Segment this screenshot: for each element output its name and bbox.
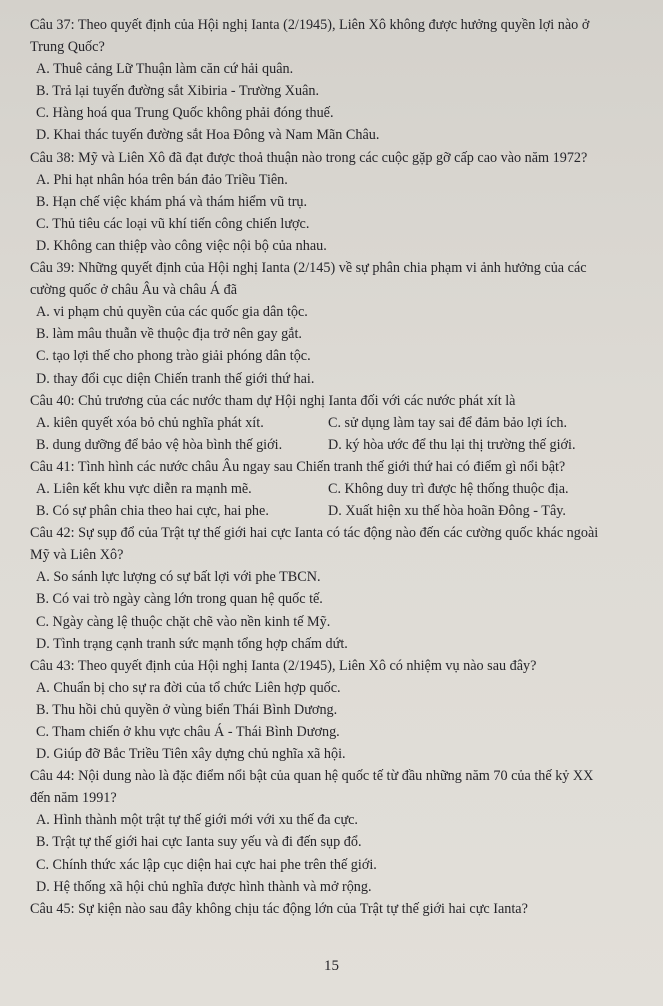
question-42 <box>30 522 637 655</box>
option-d: D. Giúp đỡ Bắc Triều Tiên xây dựng chủ nghĩa xã hội. <box>36 746 346 763</box>
question-39 <box>30 257 637 390</box>
option-d: D. Không can thiệp vào công việc nội bộ của nhau. <box>36 237 327 254</box>
option-c: C. Thủ tiêu các loại vũ khí tiến công chiến lược. <box>36 215 310 232</box>
option-d: D. Xuất hiện xu thế hòa hoãn Đông - Tây. <box>328 503 566 520</box>
question-41-stem: Câu 41: Tình hình các nước châu Âu ngay sau Chiến tranh thế giới thứ hai có điểm gì nổi bật? <box>30 458 566 475</box>
option-d: D. Tình trạng cạnh tranh sức mạnh tổng hợp chấm dứt. <box>36 635 348 652</box>
option-c: C. sử dụng làm tay sai để đảm bảo lợi ích. <box>328 414 567 431</box>
question-42-stem: Câu 42: Sự sụp đổ của Trật tự thế giới hai cực Ianta có tác động nào đến các cường quốc khác ngoài <box>30 525 599 542</box>
options-row <box>30 412 637 434</box>
option-c: C. Không duy trì được hệ thống thuộc địa. <box>328 480 569 497</box>
question-39-stem: Câu 39: Những quyết định của Hội nghị Ianta (2/145) về sự phân chia phạm vi ảnh hưởng của các <box>30 260 587 277</box>
option-a: A. So sánh lực lượng có sự bất lợi với phe TBCN. <box>36 569 321 586</box>
option-a: A. Chuẩn bị cho sự ra đời của tổ chức Liên hợp quốc. <box>36 679 341 696</box>
option-a: A. Phi hạt nhân hóa trên bán đảo Triều Tiên. <box>36 171 288 188</box>
option-c: C. Chính thức xác lập cục diện hai cực hai phe trên thế giới. <box>36 856 377 873</box>
option-b: B. Có sự phân chia theo hai cực, hai phe. <box>36 503 269 520</box>
question-44-stem-cont: đến năm 1991? <box>30 790 117 807</box>
option-d: D. Khai thác tuyến đường sắt Hoa Đông và Nam Mãn Châu. <box>36 127 380 144</box>
options-row <box>30 434 637 456</box>
question-45 <box>30 898 637 920</box>
question-43-stem: Câu 43: Theo quyết định của Hội nghị Ianta (2/1945), Liên Xô có nhiệm vụ nào sau đây? <box>30 657 537 674</box>
question-38-stem: Câu 38: Mỹ và Liên Xô đã đạt được thoả thuận nào trong các cuộc gặp gỡ cấp cao vào năm 1972? <box>30 149 588 166</box>
question-38 <box>30 147 637 257</box>
question-43 <box>30 655 637 765</box>
question-44 <box>30 765 637 898</box>
option-b: B. Có vai trò ngày càng lớn trong quan hệ quốc tế. <box>36 591 323 608</box>
option-c: C. Hàng hoá qua Trung Quốc không phải đóng thuế. <box>36 105 334 122</box>
option-b: B. Thu hồi chủ quyền ở vùng biển Thái Bình Dương. <box>36 701 338 718</box>
option-c: C. Tham chiến ở khu vực châu Á - Thái Bình Dương. <box>36 724 340 740</box>
page-number: 15 <box>324 958 339 974</box>
option-b: B. Trật tự thế giới hai cực Ianta suy yếu và đi đến sụp đổ. <box>36 834 362 851</box>
question-44-stem: Câu 44: Nội dung nào là đặc điểm nổi bật của quan hệ quốc tế từ đầu những năm 70 của thế kỷ XX <box>30 768 594 785</box>
option-a: A. Hình thành một trật tự thế giới mới với xu thế đa cực. <box>36 812 358 829</box>
option-d: D. thay đổi cục diện Chiến tranh thế giới thứ hai. <box>36 370 315 387</box>
question-39-stem-cont: cường quốc ở châu Âu và châu Á đã <box>30 282 238 299</box>
option-d: D. Hệ thống xã hội chủ nghĩa được hình thành và mở rộng. <box>36 878 372 895</box>
option-c: C. Ngày càng lệ thuộc chặt chẽ vào nền kinh tế Mỹ. <box>36 613 331 630</box>
option-d: D. ký hòa ước để thu lại thị trường thế giới. <box>328 436 576 453</box>
question-42-stem-cont: Mỹ và Liên Xô? <box>30 547 124 564</box>
option-a: A. vi phạm chủ quyền của các quốc gia dân tộc. <box>36 304 308 321</box>
option-b: B. làm mâu thuẫn về thuộc địa trở nên gay gắt. <box>36 326 302 343</box>
options-row <box>30 500 637 522</box>
question-40 <box>30 390 637 456</box>
option-b: B. Trả lại tuyến đường sắt Xibiria - Trường Xuân. <box>36 83 320 100</box>
question-45-stem: Câu 45: Sự kiện nào sau đây không chịu tác động lớn của Trật tự thế giới hai cực Ianta? <box>30 900 528 917</box>
option-b: B. Hạn chế việc khám phá và thám hiểm vũ trụ. <box>36 193 308 210</box>
question-37-stem: Câu 37: Theo quyết định của Hội nghị Ianta (2/1945), Liên Xô không được hưởng quyền lợi nào ở <box>30 17 590 33</box>
option-a: A. Liên kết khu vực diễn ra mạnh mẽ. <box>36 480 252 497</box>
question-37 <box>30 14 637 147</box>
options-row <box>30 478 637 500</box>
question-41 <box>30 456 637 522</box>
option-a: A. kiên quyết xóa bỏ chủ nghĩa phát xít. <box>36 414 264 431</box>
option-b: B. dung dưỡng để bảo vệ hòa bình thế giới. <box>36 436 283 453</box>
option-a: A. Thuê cảng Lữ Thuận làm căn cứ hải quân. <box>36 61 294 78</box>
question-40-stem: Câu 40: Chủ trương của các nước tham dự Hội nghị Ianta đối với các nước phát xít là <box>30 392 516 409</box>
option-c: C. tạo lợi thế cho phong trào giải phóng dân tộc. <box>36 348 311 365</box>
question-37-stem-cont: Trung Quốc? <box>30 39 105 56</box>
